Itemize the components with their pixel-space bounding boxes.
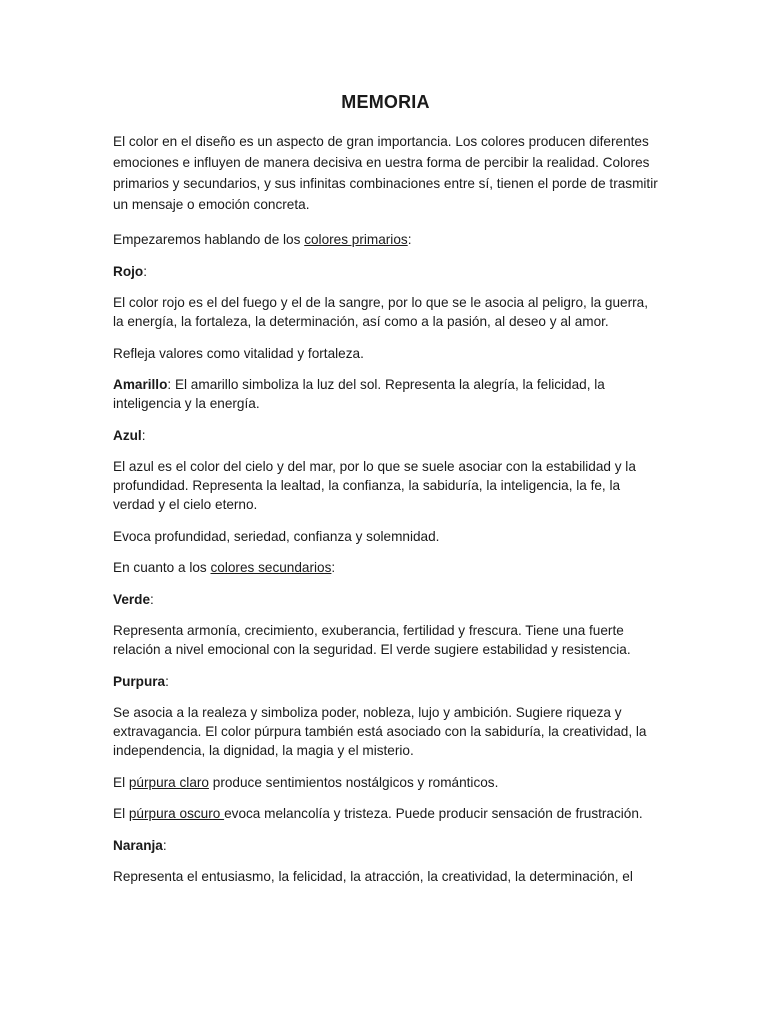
- verde-paragraph-1: Representa armonía, crecimiento, exuberancia, fertilidad y frescura. Tiene una fuerte relación a nivel emocional con la seguridad. El verde sugiere estabilidad y resistencia.: [113, 623, 631, 657]
- secondary-colors-link: colores secundarios: [210, 560, 332, 575]
- purpura-colon: :: [165, 673, 169, 689]
- amarillo-paragraph: [113, 375, 658, 413]
- purpura-oscuro-link: púrpura oscuro: [128, 806, 225, 821]
- purpura-claro-link: púrpura claro: [128, 774, 209, 790]
- primary-colors-intro: [113, 230, 658, 249]
- primary-colors-before: Empezaremos hablando de los: [113, 232, 305, 247]
- rojo-paragraph-2: Refleja valores como vitalidad y fortaleza.: [113, 345, 364, 361]
- azul-heading: Azul: [113, 427, 142, 443]
- purpura-claro-after: produce sentimientos nostálgicos y románticos.: [208, 774, 499, 790]
- purpura-claro-before: El: [113, 774, 129, 790]
- purpura-oscuro-after: evoca melancolía y tristeza. Puede producir sensación de frustración.: [224, 806, 643, 821]
- rojo-paragraph-1: El color rojo es el del fuego y el de la sangre, por lo que se le asocia al peligro, la guerra, la energía, la fortaleza, la determinación, así como a la pasión, al deseo y al amor.: [113, 295, 649, 329]
- azul-colon: :: [141, 427, 146, 443]
- secondary-colors-intro: [113, 558, 658, 577]
- verde-heading: Verde: [113, 591, 151, 607]
- document-body: [113, 92, 658, 899]
- page-title: MEMORIA: [341, 92, 430, 112]
- purpura-oscuro-paragraph: [113, 804, 658, 823]
- rojo-heading-line: [113, 262, 658, 281]
- intro-paragraph: El color en el diseño es un aspecto de gran importancia. Los colores producen diferentes emociones e influyen de manera decisiva en uestra forma de percibir la realidad. Colores primarios y secundarios, y sus infinitas combinaciones entre sí, tienen el porde de trasmitir un mensaje o emoción concreta.: [113, 134, 658, 212]
- naranja-colon: :: [162, 837, 167, 853]
- primary-colors-link: colores primarios: [304, 232, 408, 247]
- naranja-heading: Naranja: [113, 837, 163, 853]
- purpura-heading-line: [113, 672, 658, 691]
- amarillo-heading: Amarillo: [113, 377, 168, 392]
- azul-paragraph-2: Evoca profundidad, seriedad, confianza y solemnidad.: [113, 528, 440, 544]
- naranja-paragraph-1: Representa el entusiasmo, la felicidad, la atracción, la creatividad, la determinación, el: [113, 869, 633, 884]
- azul-paragraph-1: El azul es el color del cielo y del mar, por lo que se suele asociar con la estabilidad y la profundidad. Representa la lealtad, la confianza, la sabiduría, la inteligencia, la fe, la verdad y el cielo eterno.: [113, 459, 636, 512]
- purpura-claro-paragraph: [113, 773, 658, 792]
- purpura-heading: Purpura: [113, 673, 166, 689]
- secondary-colors-after: :: [331, 560, 336, 575]
- primary-colors-after: :: [407, 232, 412, 247]
- purpura-paragraph-1: Se asocia a la realeza y simboliza poder, nobleza, lujo y ambición. Sugiere riqueza y extravagancia. El color púrpura también está asociado con la sabiduría, la creatividad, la independencia, la dignidad, la magia y el misterio.: [113, 705, 647, 758]
- rojo-colon: :: [143, 263, 147, 279]
- rojo-heading: Rojo: [113, 263, 144, 279]
- purpura-oscuro-before: El: [113, 806, 129, 821]
- secondary-colors-before: En cuanto a los: [113, 560, 211, 575]
- verde-colon: :: [150, 591, 154, 607]
- naranja-heading-line: [113, 836, 658, 855]
- verde-heading-line: [113, 590, 658, 609]
- azul-heading-line: [113, 426, 658, 445]
- amarillo-text: : El amarillo simboliza la luz del sol. Representa la alegría, la felicidad, la inteligencia y la energía.: [113, 377, 605, 411]
